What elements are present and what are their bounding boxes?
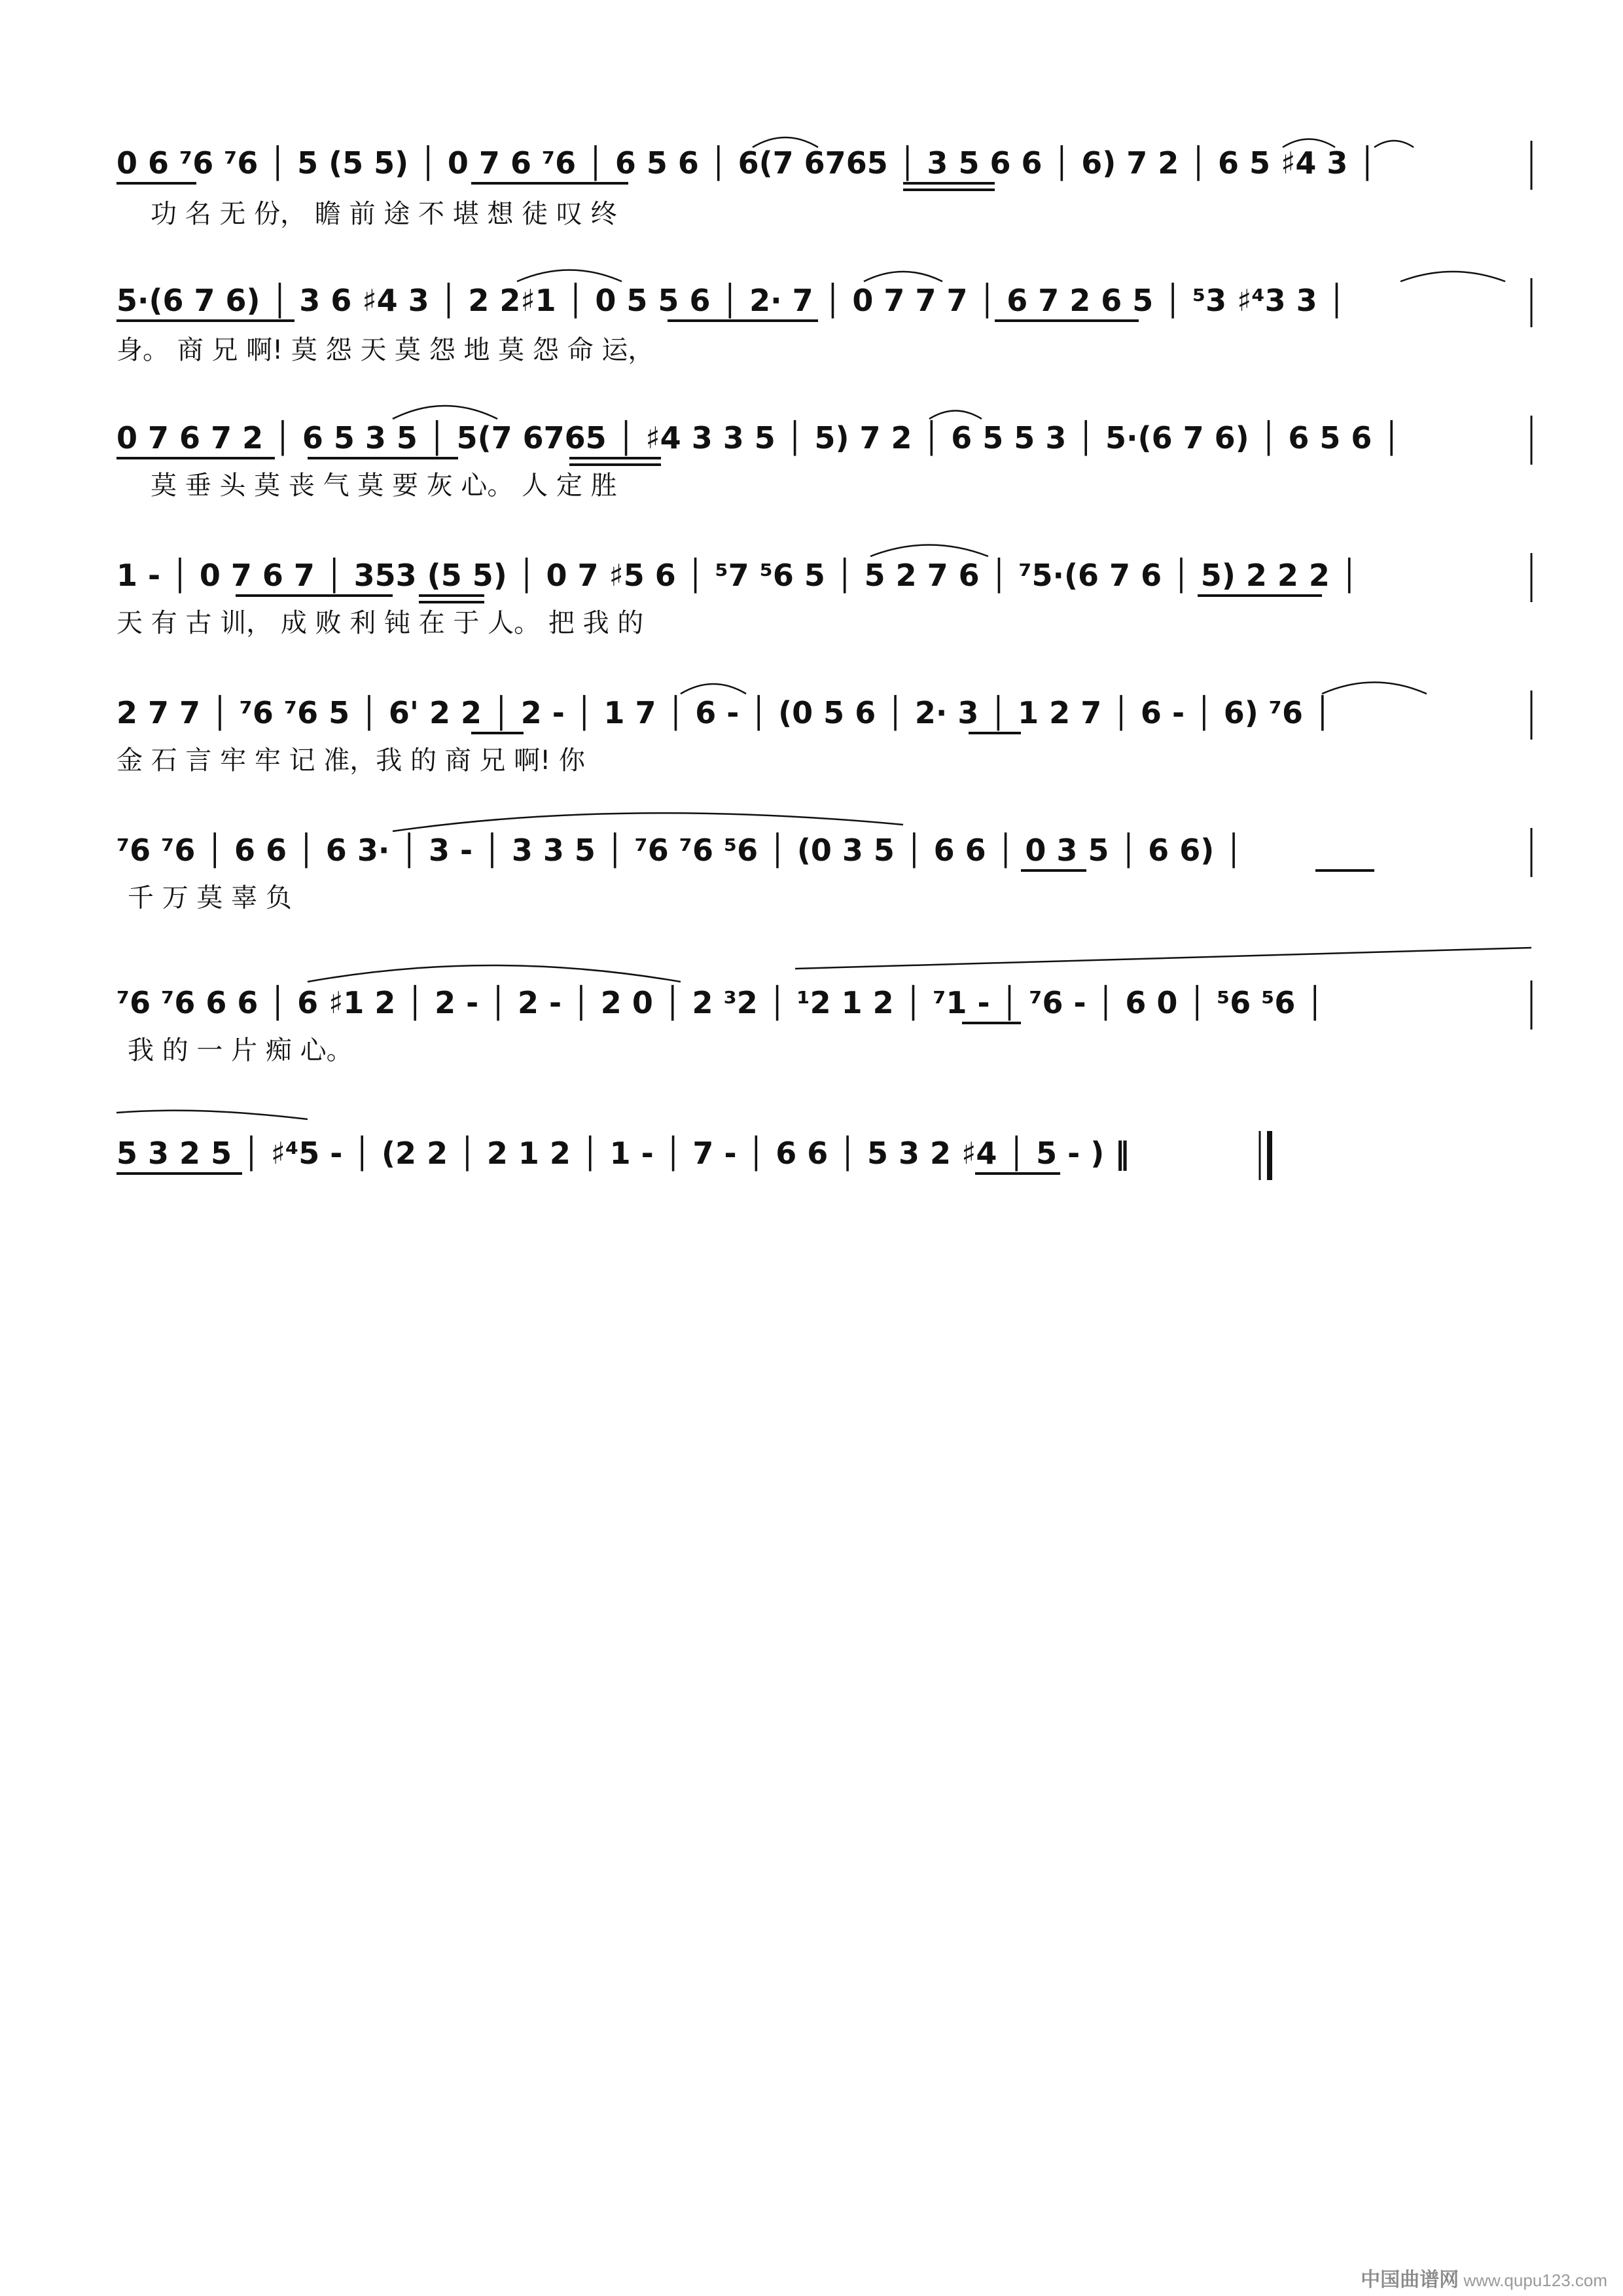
score-row-4	[116, 545, 1531, 639]
notation-line-1: 0 6 ⁷6 ⁷6 │ 5 (5 5) │ 0 7 6 ⁷6 │ 6 5 6 │ 6(7 6765 │ 3 5 6 6 │ 6) 7 2 │ 6 5 ♯4 3 │	[116, 145, 1377, 181]
notation-line-5: 2 7 7 │ ⁷6 ⁷6 5 │ 6' 2 2 │ 2 - │ 1 7 │ 6 - │ (0 5 6 │ 2· 3 │ 1 2 7 │ 6 - │ 6) ⁷6 │	[116, 695, 1332, 730]
notation-line-2: 5·(6 7 6) │ 3 6 ♯4 3 │ 2 2♯1 │ 0 5 5 6 │ 2· 7 │ 0 7 7 7 │ 6 7 2 6 5 │ ⁵3 ♯⁴3 3 │	[116, 283, 1346, 318]
score-row-2	[116, 270, 1531, 366]
score-row-8	[116, 1111, 1270, 1180]
notation-line-7: ⁷6 ⁷6 6 6 │ 6 ♯1 2 │ 2 - │ 2 - │ 2 0 │ 2 ³2 │ ¹2 1 2 │ ⁷1 - │ ⁷6 - │ 6 0 │ ⁵6 ⁵6 │	[116, 985, 1325, 1020]
notation-line-4: 1 - │ 0 7 6 7 │ 353 (5 5) │ 0 7 ♯5 6 │ ⁵7 ⁵6 5 │ 5 2 7 6 │ ⁷5·(6 7 6 │ 5) 2 2 2 │	[116, 558, 1359, 593]
watermark-url: www.qupu123.com	[1463, 2270, 1607, 2290]
lyrics-line-1: 功 名 无 份， 瞻 前 途 不 堪 想 徒 叹 终	[151, 199, 617, 229]
site-watermark	[1361, 2263, 1607, 2292]
notation-line-6: ⁷6 ⁷6 │ 6 6 │ 6 3· │ 3 - │ 3 3 5 │ ⁷6 ⁷6 ⁵6 │ (0 3 5 │ 6 6 │ 0 3 5 │ 6 6) │	[116, 833, 1243, 868]
lyrics-line-7: 我 的 一 片 痴 心。	[128, 1035, 353, 1066]
lyrics-line-5: 金 石 言 牢 牢 记 准，我 的 商 兄 啊! 你	[116, 745, 585, 776]
watermark-site-name: 中国曲谱网	[1361, 2269, 1459, 2291]
lyrics-line-3: 莫 垂 头 莫 丧 气 莫 要 灰 心。 人 定 胜	[151, 471, 617, 501]
score-row-1	[116, 137, 1531, 229]
score-row-7	[116, 948, 1531, 1066]
notation-line-8: 5 3 2 5 │ ♯⁴5 - │ (2 2 │ 2 1 2 │ 1 - │ 7 - │ 6 6 │ 5 3 2 ♯4 │ 5 - ) ‖	[116, 1136, 1130, 1171]
score-row-6	[116, 813, 1531, 913]
notation-line-3: 0 7 6 7 2 │ 6 5 3 5 │ 5(7 6765 │ ♯4 3 3 5 │ 5) 7 2 │ 6 5 5 3 │ 5·(6 7 6) │ 6 5 6 │	[116, 420, 1401, 456]
lyrics-line-6: 千 万 莫 辜 负	[128, 883, 292, 913]
score-row-3	[116, 406, 1531, 501]
lyrics-line-4: 天 有 古 训， 成 败 利 钝 在 于 人。 把 我 的	[116, 608, 644, 638]
score-row-5	[116, 683, 1531, 776]
lyrics-line-2: 身。 商 兄 啊! 莫 怨 天 莫 怨 地 莫 怨 命 运，	[116, 335, 654, 365]
